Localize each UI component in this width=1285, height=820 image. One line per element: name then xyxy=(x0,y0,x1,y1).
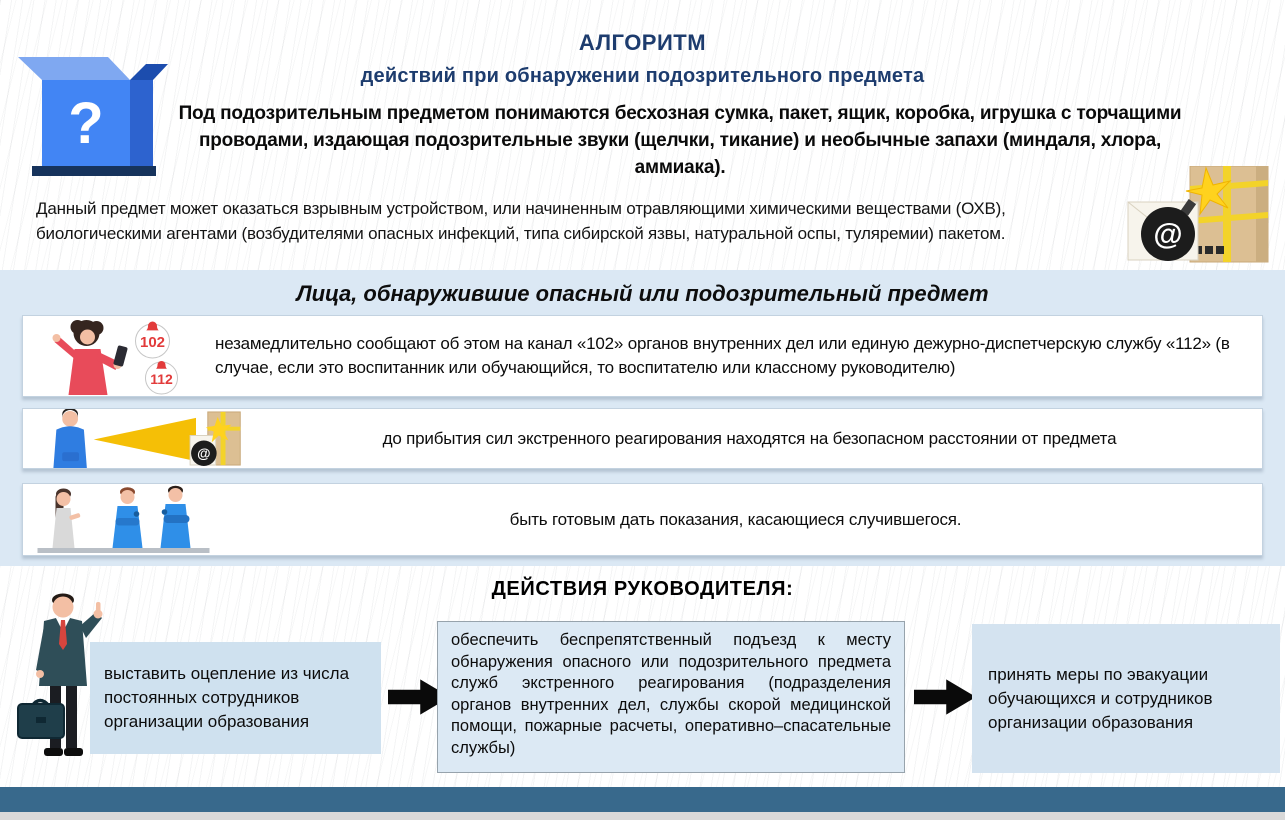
safe-distance-svg xyxy=(23,409,251,468)
instruction-row-distance xyxy=(22,408,1263,469)
at-symbol-glyph-small: @ xyxy=(197,446,211,462)
footer-stripe xyxy=(0,812,1285,820)
instruction-text-call: незамедлительно сообщают об этом на канал «102» органов внутренних дел или единую дежурно-диспетчерскую службу «112» (в случае, если это воспитанник или обучающийся, то воспитателю или классному руководителю) xyxy=(215,334,1230,377)
director-step-2-text: обеспечить беспрепятственный подъезд к месту обнаружения опасного или подозрительного предмета служб экстренного реагирования (подразделения органов внутренних дел, службы скорой медицинской помощи, пожарные расчеты, оперативно–спасательные службы) xyxy=(451,631,891,757)
arrow-right-icon xyxy=(914,677,976,717)
director-step-2 xyxy=(437,621,905,773)
parcel-bomb-icon xyxy=(1126,166,1280,268)
danger-paragraph: Данный предмет может оказаться взрывным устройством, или начиненным отравляющими химическими веществами (ОХВ), биологическими агентами (возбудителями опасных инфекций, типа сибирской язвы, натуральной оспы, туляремии) пакетом. xyxy=(36,199,1006,243)
witness-police-svg xyxy=(23,484,223,556)
badge-112-label: 112 xyxy=(150,371,173,387)
woman-calling-svg xyxy=(23,317,203,395)
badge-102-label: 102 xyxy=(139,334,166,351)
safe-distance-icon xyxy=(23,409,251,468)
instruction-text-testimony: быть готовым дать показания, касающиеся случившегося. xyxy=(509,509,962,529)
persons-section-header: Лица, обнаружившие опасный или подозрительный предмет xyxy=(296,281,989,306)
question-mark-glyph: ? xyxy=(68,91,104,156)
director-man-icon xyxy=(6,590,118,762)
badge-102 xyxy=(136,322,170,359)
instruction-text-distance: до прибытия сил экстренного реагирования находятся на безопасном расстоянии от предмета xyxy=(382,428,1117,448)
page-title: АЛГОРИТМ xyxy=(578,30,707,55)
at-symbol-glyph: @ xyxy=(1153,218,1183,251)
page-subtitle: действий при обнаружении подозрительного предмета xyxy=(360,65,925,87)
badge-112 xyxy=(146,361,178,394)
instruction-row-testimony xyxy=(22,483,1263,556)
director-step-1 xyxy=(90,642,381,754)
footer-bar xyxy=(0,787,1285,812)
title-block xyxy=(0,30,1285,88)
witness-police-icon xyxy=(23,484,223,556)
director-step-3-text: принять меры по эвакуации обучающихся и сотрудников организации образования xyxy=(988,664,1213,732)
director-step-1-text: выставить оцепление из числа постоянных сотрудников организации образования xyxy=(104,664,350,731)
director-step-3 xyxy=(972,624,1280,773)
director-section-header: ДЕЙСТВИЯ РУКОВОДИТЕЛЯ: xyxy=(491,578,794,600)
instruction-row-call xyxy=(22,315,1263,397)
woman-calling-icon xyxy=(23,317,203,395)
definition-paragraph: Под подозрительным предметом понимаются бесхозная сумка, пакет, ящик, коробка, игрушка с торчащими проводами, издающая подозрительные звуки (щелчки, тикание) и необычные запахи (миндаля, хлора, аммиака). xyxy=(178,103,1182,178)
